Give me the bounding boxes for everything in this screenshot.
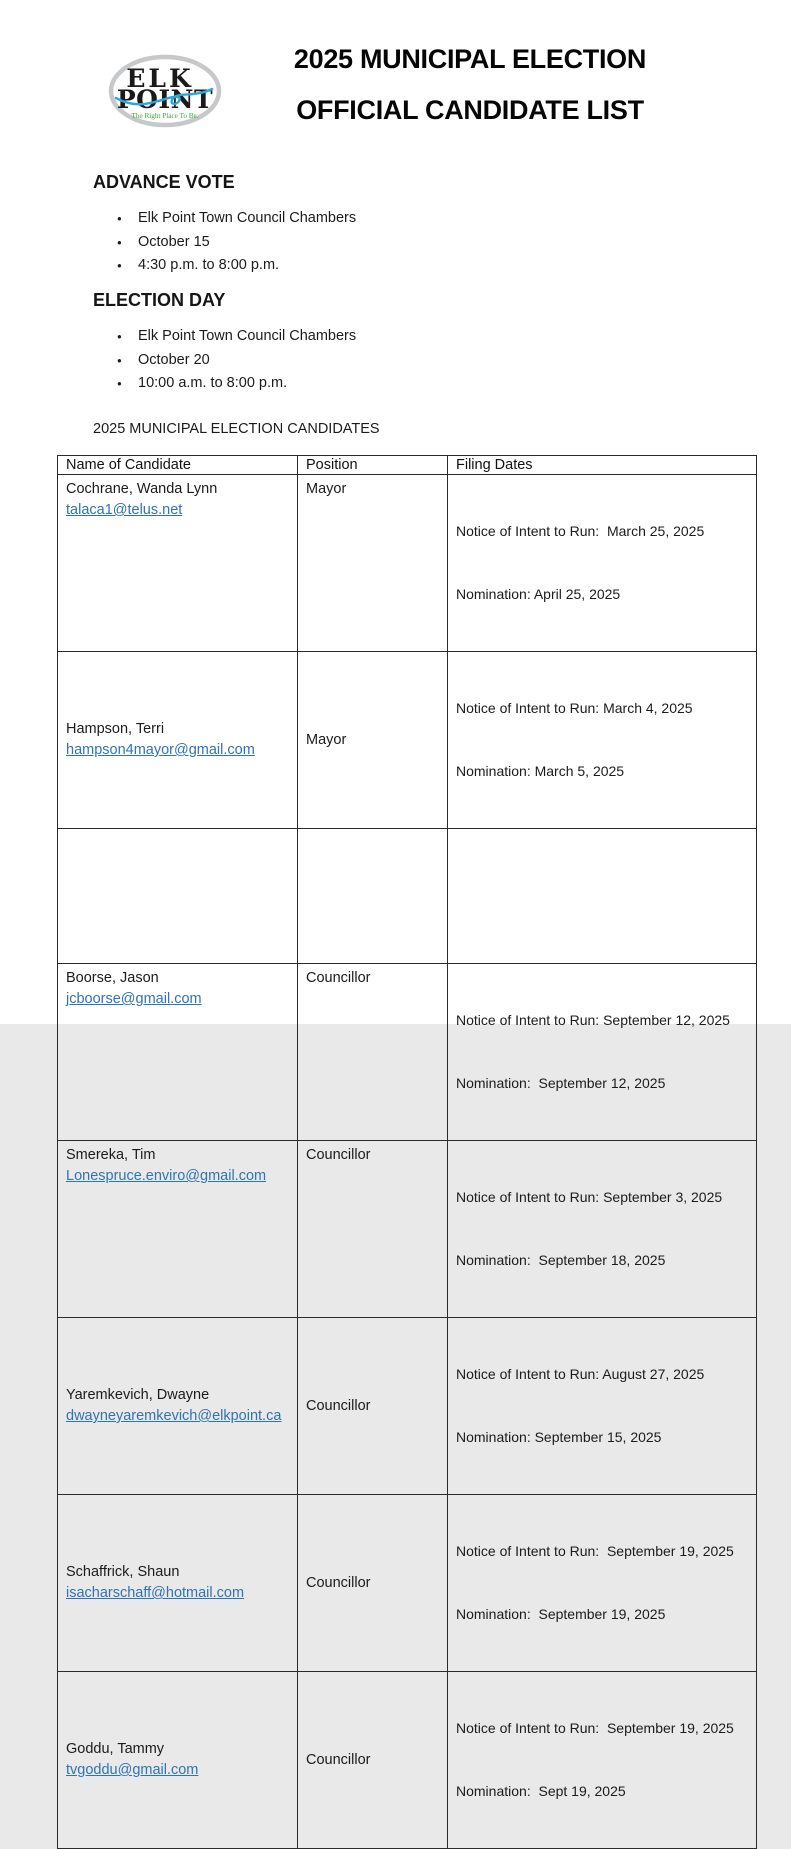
filing-nomination: Nomination: September 19, 2025: [456, 1606, 666, 1622]
candidate-table-caption: 2025 MUNICIPAL ELECTION CANDIDATES: [93, 421, 380, 437]
table-row: [58, 475, 757, 652]
advance-vote-section: [93, 170, 593, 278]
advance-vote-heading: ADVANCE VOTE: [93, 172, 235, 192]
candidate-name: Boorse, Jason: [66, 970, 159, 986]
column-header-filing-dates: Filing Dates: [448, 456, 757, 475]
table-header-row: [58, 456, 757, 475]
list-item: ● Elk Point Town Council Chambers: [93, 325, 593, 349]
title-line-2: OFFICIAL CANDIDATE LIST: [296, 95, 644, 125]
candidate-email-link[interactable]: tvgoddu@gmail.com: [66, 1762, 199, 1778]
candidate-position: Mayor: [298, 652, 448, 829]
filing-notice-of-intent: Notice of Intent to Run: March 4, 2025: [456, 700, 693, 716]
candidate-name: Yaremkevich, Dwayne: [66, 1387, 210, 1403]
candidate-name: Schaffrick, Shaun: [66, 1564, 180, 1580]
table-row: [58, 1495, 757, 1672]
election-day-section: [93, 288, 593, 396]
candidate-email-link[interactable]: talaca1@telus.net: [66, 502, 183, 518]
column-header-name: Name of Candidate: [58, 456, 298, 475]
candidate-name: Smereka, Tim: [66, 1147, 156, 1163]
candidate-position: Councillor: [298, 1141, 448, 1318]
filing-notice-of-intent: Notice of Intent to Run: August 27, 2025: [456, 1366, 705, 1382]
list-item: ● October 20: [93, 349, 593, 373]
filing-nomination: Nomination: March 5, 2025: [456, 763, 625, 779]
logo-text-elk: ELK: [126, 64, 194, 93]
advance-vote-list: [93, 207, 593, 278]
table-row: [58, 1141, 757, 1318]
candidate-position: Councillor: [298, 1495, 448, 1672]
candidate-table: [57, 455, 757, 1849]
table-row: [58, 652, 757, 829]
logo-text-point: POINT: [116, 85, 214, 114]
candidate-position: Councillor: [298, 1672, 448, 1849]
list-item: ● 4:30 p.m. to 8:00 p.m.: [93, 254, 593, 278]
column-header-position: Position: [298, 456, 448, 475]
candidate-table-container: [57, 455, 756, 1849]
candidate-name: Goddu, Tammy: [66, 1741, 165, 1757]
candidate-name: Hampson, Terri: [66, 721, 165, 737]
filing-notice-of-intent: Notice of Intent to Run: September 3, 2025: [456, 1189, 723, 1205]
table-row: [58, 1318, 757, 1495]
candidate-email-link[interactable]: Lonespruce.enviro@gmail.com: [66, 1168, 267, 1184]
list-item: ● 10:00 a.m. to 8:00 p.m.: [93, 372, 593, 396]
filing-nomination: Nomination: April 25, 2025: [456, 586, 621, 602]
logo-tagline: The Right Place To Be.: [131, 112, 199, 120]
candidate-position: Councillor: [298, 964, 448, 1141]
election-day-heading: ELECTION DAY: [93, 290, 226, 310]
candidate-email-link[interactable]: isacharschaff@hotmail.com: [66, 1585, 245, 1601]
filing-notice-of-intent: Notice of Intent to Run: September 19, 2025: [456, 1720, 734, 1736]
filing-nomination: Nomination: September 18, 2025: [456, 1252, 666, 1268]
list-item: ● October 15: [93, 231, 593, 255]
election-day-list: [93, 325, 593, 396]
table-row: [58, 964, 757, 1141]
candidate-position: Councillor: [298, 1318, 448, 1495]
candidate-name: Cochrane, Wanda Lynn: [66, 481, 218, 497]
candidate-email-link[interactable]: hampson4mayor@gmail.com: [66, 742, 255, 758]
title-line-1: 2025 MUNICIPAL ELECTION: [293, 44, 647, 74]
filing-notice-of-intent: Notice of Intent to Run: March 25, 2025: [456, 523, 705, 539]
elk-point-logo-icon: [104, 42, 224, 128]
candidate-email-link[interactable]: dwayneyaremkevich@elkpoint.ca: [66, 1408, 282, 1424]
candidate-position: Mayor: [298, 475, 448, 652]
candidate-table-body: [58, 475, 757, 1849]
spacer-row: [58, 829, 757, 964]
filing-nomination: Nomination: September 15, 2025: [456, 1429, 662, 1445]
list-item: ● Elk Point Town Council Chambers: [93, 207, 593, 231]
table-row: [58, 1672, 757, 1849]
filing-notice-of-intent: Notice of Intent to Run: September 12, 2025: [456, 1012, 730, 1028]
filing-nomination: Nomination: September 12, 2025: [456, 1075, 666, 1091]
elk-point-logo: [104, 42, 224, 128]
filing-nomination: Nomination: Sept 19, 2025: [456, 1783, 626, 1799]
candidate-position: [298, 829, 448, 964]
candidate-email-link[interactable]: jcboorse@gmail.com: [66, 991, 202, 1007]
filing-notice-of-intent: Notice of Intent to Run: September 19, 2025: [456, 1543, 734, 1559]
document-title-block: [230, 46, 710, 124]
